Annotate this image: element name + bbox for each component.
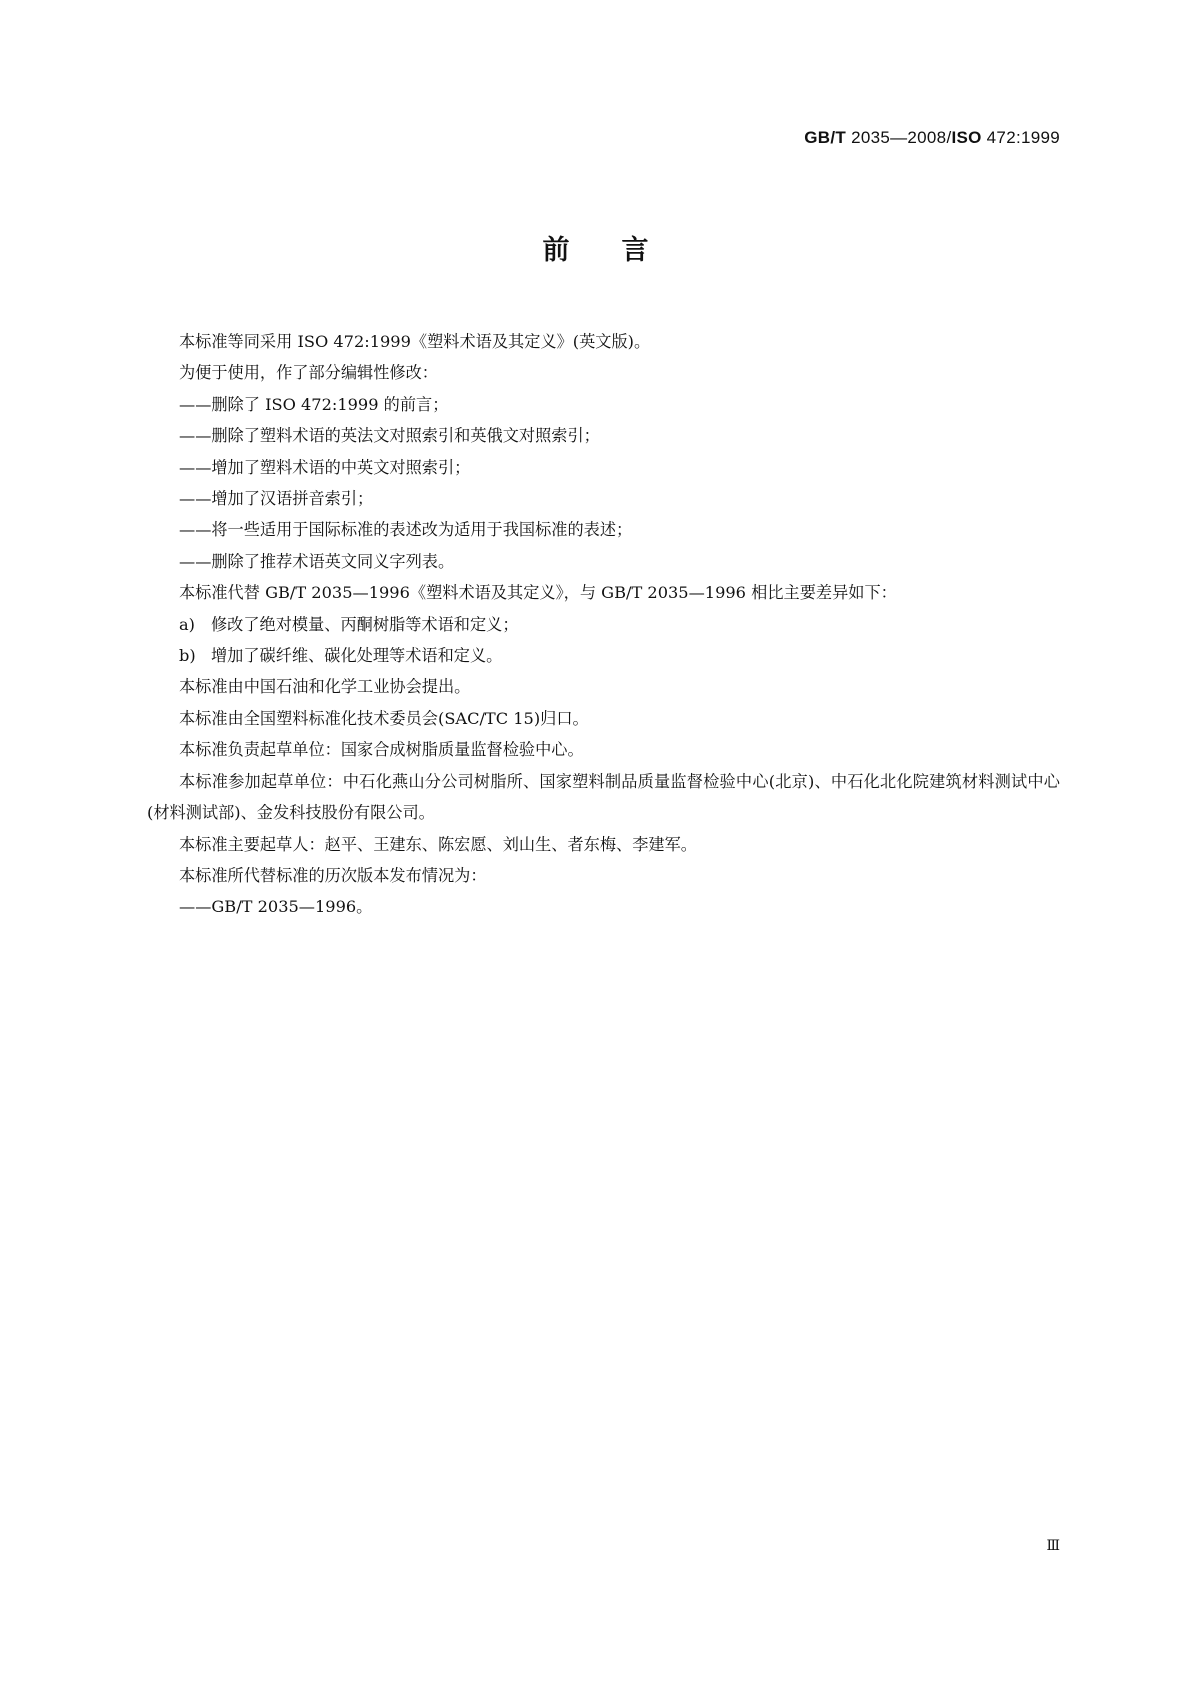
standard-code-gb: GB/T <box>804 128 847 147</box>
paragraph-edit-1: ——删除了 ISO 472:1999 的前言； <box>179 394 449 414</box>
standard-code-iso: ISO <box>951 128 982 147</box>
paragraph-history-intro: 本标准所代替标准的历次版本发布情况为： <box>179 865 487 885</box>
paragraph-centralized-by: 本标准由全国塑料标准化技术委员会(SAC/TC 15)归口。 <box>179 708 589 728</box>
list-item-mark: a) <box>179 614 195 634</box>
list-item <box>147 609 1060 640</box>
standard-code-iso-number: 472:1999 <box>981 128 1060 147</box>
paragraph-edit-6: ——删除了推荐术语英文同义字列表。 <box>179 551 455 571</box>
list-item-text: 修改了绝对模量、丙酮树脂等术语和定义； <box>211 614 519 634</box>
paragraph-edit-4: ——增加了汉语拼音索引； <box>179 489 374 509</box>
paragraph-proposed-by: 本标准由中国石油和化学工业协会提出。 <box>179 677 471 697</box>
foreword-body <box>147 326 1060 923</box>
paragraph-participating-drafters: 本标准参加起草单位：中石化燕山分公司树脂所、国家塑料制品质量监督检验中心(北京)、中石化北化院建筑材料测试中心(材料测试部)、金发科技股份有限公司。 <box>147 771 1060 823</box>
standard-code-header <box>804 128 1060 148</box>
list-item-mark: b) <box>179 646 196 666</box>
page-number: Ⅲ <box>1046 1538 1060 1554</box>
standard-code-gb-number: 2035—2008/ <box>846 128 952 147</box>
paragraph-replaces: 本标准代替 GB/T 2035—1996《塑料术语及其定义》，与 GB/T 2035—1996 相比主要差异如下： <box>179 583 897 603</box>
list-item <box>147 640 1060 671</box>
paragraph-edit-2: ——删除了塑料术语的英法文对照索引和英俄文对照索引； <box>179 426 600 446</box>
paragraph-edits-intro: 为便于使用，作了部分编辑性修改： <box>179 363 438 383</box>
paragraph-main-drafters: 本标准主要起草人：赵平、王建东、陈宏愿、刘山生、者东梅、李建军。 <box>179 834 697 854</box>
paragraph-edit-3: ——增加了塑料术语的中英文对照索引； <box>179 457 471 477</box>
paragraph-edit-5: ——将一些适用于国际标准的表述改为适用于我国标准的表述； <box>179 520 633 540</box>
list-item-text: 增加了碳纤维、碳化处理等术语和定义。 <box>211 646 503 666</box>
paragraph-history-item: ——GB/T 2035—1996。 <box>179 897 373 917</box>
page-title: 前言 <box>542 235 701 266</box>
paragraph-responsible-drafter: 本标准负责起草单位：国家合成树脂质量监督检验中心。 <box>179 740 584 760</box>
paragraph-adoption: 本标准等同采用 ISO 472:1999《塑料术语及其定义》(英文版)。 <box>179 332 651 351</box>
